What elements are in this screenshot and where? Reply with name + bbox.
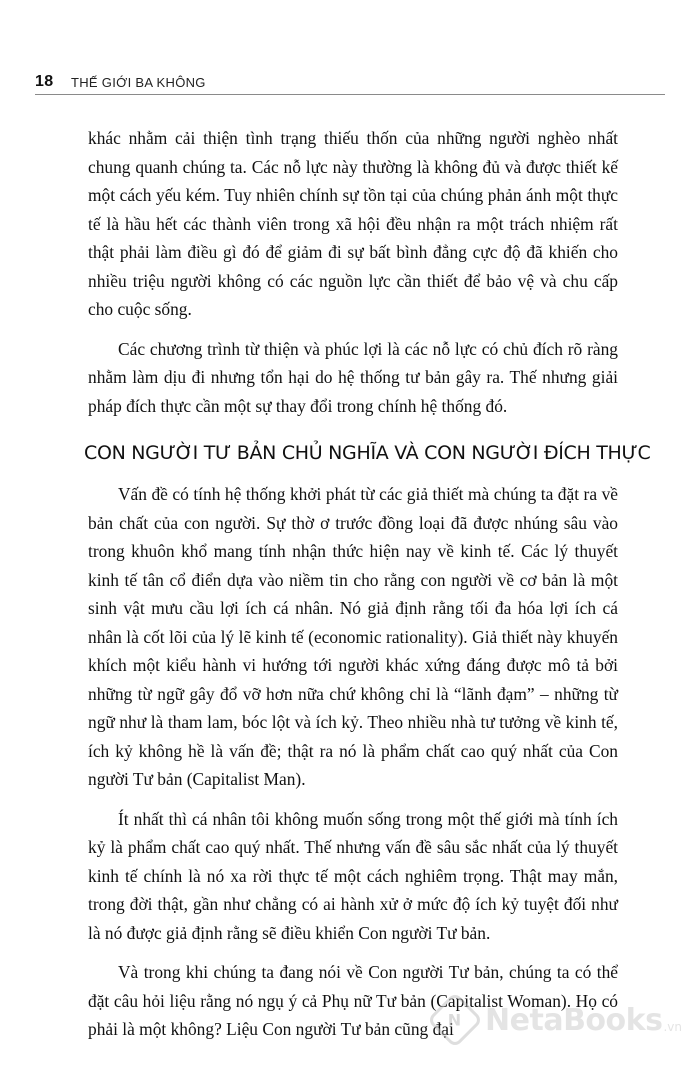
paragraph: Ít nhất thì cá nhân tôi không muốn sống trong một thế giới mà tính ích kỷ là phẩm chất cao quý nhất. Thế nhưng vấn đề sâu sắc nhất của lý thuyết kinh tế chính là nó xa rời thực tế một cách nghiêm trọng. Thật may mắn, trong đời thật, gần như chẳng có ai hành xử ở mức độ ích kỷ tuyệt đối như là nó được giả định rằng sẽ điều khiển Con người Tư bản. (88, 808, 618, 943)
watermark-tld: .vn (663, 1020, 682, 1034)
running-title: THẾ GIỚI BA KHÔNG (71, 75, 206, 90)
watermark (435, 998, 682, 1042)
section-heading: CON NGƯỜI TƯ BẢN CHỦ NGHĨA VÀ CON NGƯỜI ĐÍCH THỰC (84, 442, 651, 464)
paragraph: Vấn đề có tính hệ thống khởi phát từ các giả thiết mà chúng ta đặt ra về bản chất của con người. Sự thờ ơ trước đồng loại đã được nhúng sâu vào trong khuôn khổ mang tính nhận thức hiện nay về kinh tế. Các lý thuyết kinh tế tân cổ điển dựa vào niềm tin cho rằng con người về cơ bản là một sinh vật mưu cầu lợi ích cá nhân. Nó giả định rằng tối đa hóa lợi ích cá nhân là cốt lõi của lý lẽ kinh tế (economic rationality). Giả thiết này khuyến khích một kiểu hành vi hướng tới người khác xứng đáng được mô tả bởi những từ ngữ gây đổ vỡ hơn nữa chứ không chỉ là “lãnh đạm” – những từ ngữ như là tham lam, bóc lột và ích kỷ. Theo nhiều nhà tư tưởng về kinh tế, ích kỷ không hề là vấn đề; thật ra nó là phẩm chất cao quý nhất của Con người Tư bản (Capitalist Man). (88, 484, 618, 789)
page-body (84, 124, 651, 1055)
paragraph: Các chương trình từ thiện và phúc lợi là các nỗ lực có chủ đích rõ ràng nhằm làm dịu đi nhưng tổn hại do hệ thống tư bản gây ra. Thế nhưng giải pháp đích thực cần một sự thay đổi trong chính hệ thống đó. (88, 338, 618, 416)
paragraph-continued: khác nhằm cải thiện tình trạng thiếu thốn của những người nghèo nhất chung quanh chúng ta. Các nỗ lực này thường là không đủ và được thiết kế một cách yếu kém. Tuy nhiên chính sự tồn tại của chúng phản ánh một thực tế là hầu hết các thành viên trong xã hội đều nhận ra một trách nhiệm rất thật phải làm điều gì đó để giảm đi sự bất bình đẳng cực độ đã khiến cho nhiều triệu người không có các nguồn lực cần thiết để bảo vệ và chu cấp cho cuộc sống. (88, 128, 618, 319)
watermark-brand: NetaBooks (485, 1002, 663, 1038)
brand-logo-icon: N (427, 992, 484, 1049)
paragraph: Và trong khi chúng ta đang nói về Con người Tư bản, chúng ta có thể đặt câu hỏi liệu rằng nó ngụ ý cả Phụ nữ Tư bản (Capitalist Woman). Họ có phải là một không? Liệu Con người Tư bản cũng đại (88, 962, 618, 1039)
running-header (35, 72, 665, 95)
page-number: 18 (35, 73, 54, 90)
